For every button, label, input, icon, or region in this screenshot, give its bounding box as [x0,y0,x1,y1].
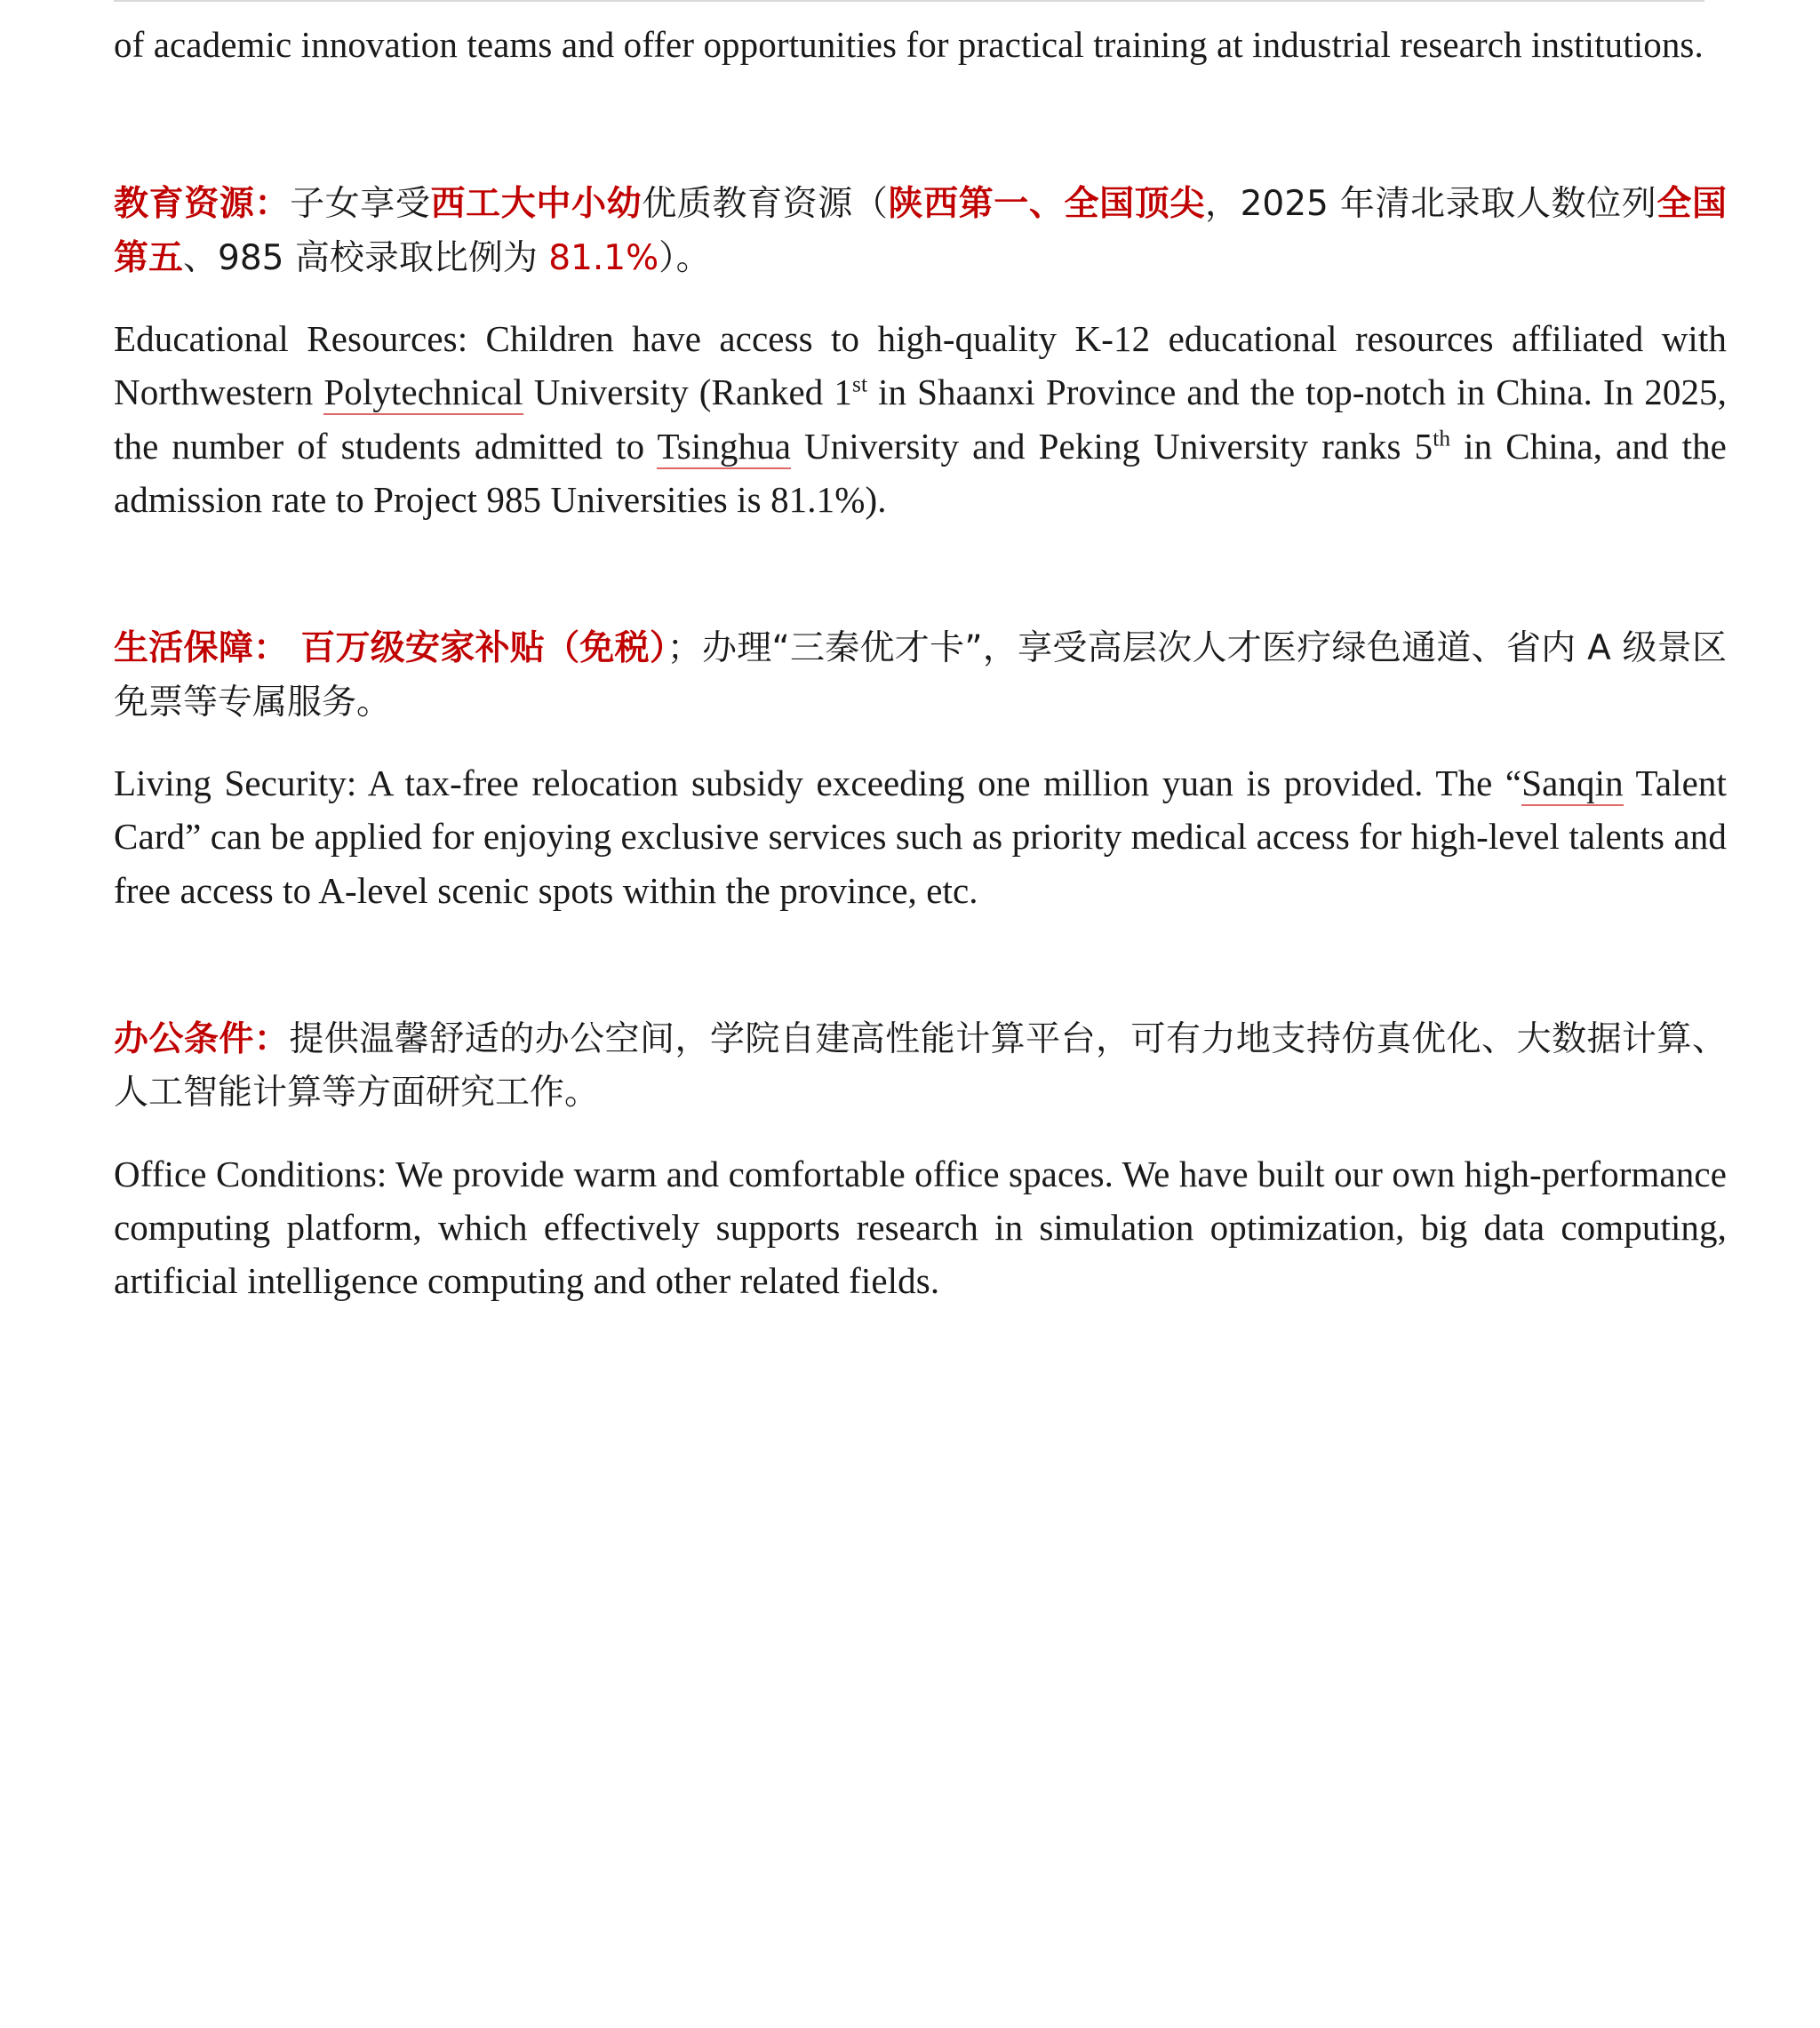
paragraph-gap [114,1121,1727,1147]
paragraph-living-english: Living Security: A tax-free relocation subsidy exceeding one million yuan is provided. The “Sanqin Talent Card” can be applied for enjoying exclusive services such as priority medical access for high-level talents and free access to A-level scenic spots within the province, etc. [114,762,1728,911]
education-text-cn-4: 、985 高校录取比例为 [183,237,549,278]
paragraph-gap [114,526,1727,622]
paragraph-education-chinese [114,178,1727,285]
paragraph-office-chinese [114,1013,1727,1121]
page-top-rule [114,0,1704,2]
paragraph-office-english: Office Conditions: We provide warm and comfortable office spaces. We have built our own high-performance computing platform, which effectively supports research in simulation optimization, big data computing, artificial intelligence computing and other related fields. [114,1153,1727,1302]
education-highlight-school: 西工大中小幼 [430,184,643,225]
living-text-cn: ；办理“三秦优才卡”，享受高层次人才医疗绿色通道、省内 A 级景区免票等专属服务。 [114,628,1727,723]
education-highlight-percentage: 81.1% [548,237,659,278]
office-text-cn: 提供温馨舒适的办公空间，学院自建高性能计算平台，可有力地支持仿真优化、大数据计算、人工智能计算等方面研究工作。 [114,1018,1727,1114]
education-text-cn-5: ）。 [659,237,711,278]
paragraph-gap [114,71,1727,178]
education-label-cn: 教育资源： [114,184,291,225]
education-highlight-rank: 陕西第一、全国顶尖 [888,184,1205,225]
office-label-cn: 办公条件： [114,1018,290,1059]
superscript-th: th [1433,426,1451,451]
paragraph-gap [114,730,1727,756]
spellcheck-word-tsinghua: Tsinghua [657,426,791,469]
paragraph-gap [114,285,1727,312]
spellcheck-word-polytechnical: Polytechnical [323,371,523,415]
education-text-cn-1: 子女享受 [290,184,431,225]
paragraph-gap [114,917,1727,1013]
education-text-cn-3: ，2025 年清北录取人数位列 [1204,184,1657,225]
superscript-st: st [851,371,868,397]
education-text-cn-2: 优质教育资源（ [642,184,889,225]
spellcheck-word-sanqin: Sanqin [1521,762,1624,806]
paragraph-intro-english: of academic innovation teams and offer opportunities for practical training at industrial research institutions. [114,24,1704,65]
paragraph-education-english: Educational Resources: Children have access to high-quality K-12 educational resources affiliated with Northwestern Polytechnical University (Ranked 1st in Shaanxi Province and the top-notch in China. In 2025, the number of students admitted to Tsinghua University and Peking University ranks 5th in China, and the admission rate to Project 985 Universities is 81.1%). [114,318,1727,520]
paragraph-living-chinese [114,622,1727,730]
education-highlight-national-fifth: 全国第五 [114,184,1727,278]
living-highlight-subsidy: 百万级安家补贴（免税） [288,628,667,669]
living-label-cn: 生活保障： [114,628,289,669]
